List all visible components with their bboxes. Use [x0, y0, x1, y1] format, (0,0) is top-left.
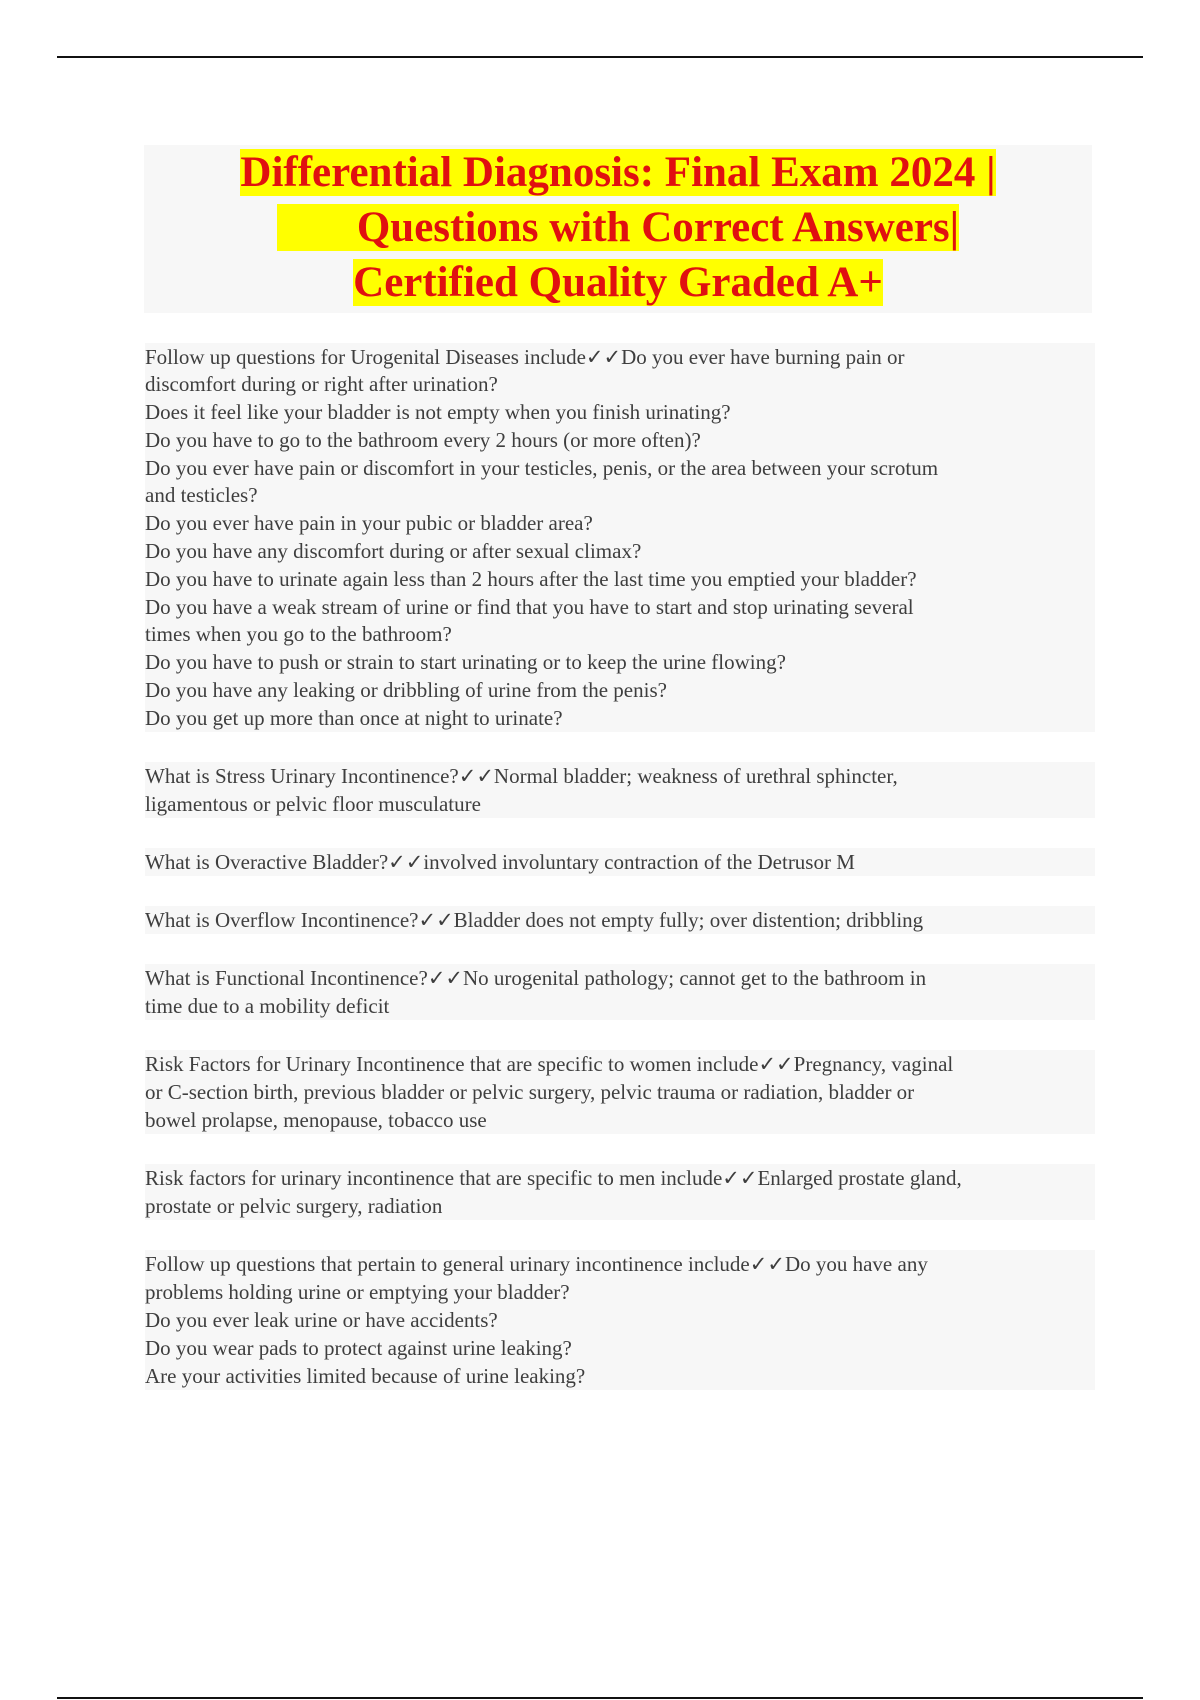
qa-line: Follow up questions for Urogenital Diseases include✓✓Do you ever have burning pain or	[145, 345, 905, 369]
top-rule	[57, 56, 1143, 58]
qa-line: or C-section birth, previous bladder or pelvic surgery, pelvic trauma or radiation, bladder or	[145, 1080, 915, 1104]
qa-line: Does it feel like your bladder is not empty when you finish urinating?	[145, 400, 731, 424]
qa-line: Do you wear pads to protect against urine leaking?	[145, 1336, 572, 1360]
qa-line: Risk Factors for Urinary Incontinence that are specific to women include✓✓Pregnancy, vaginal	[145, 1052, 954, 1076]
qa-line: Do you ever have pain in your pubic or bladder area?	[145, 511, 593, 535]
qa-line: Do you get up more than once at night to urinate?	[145, 706, 563, 730]
qa-line: and testicles?	[145, 483, 258, 507]
qa-line: Do you have any leaking or dribbling of urine from the penis?	[145, 678, 667, 702]
qa-block-risk-men	[145, 1164, 1095, 1220]
qa-line: Do you ever leak urine or have accidents?	[145, 1308, 498, 1332]
qa-line: problems holding urine or emptying your bladder?	[145, 1280, 570, 1304]
bottom-rule	[57, 1697, 1143, 1699]
qa-block-functional-incontinence	[145, 964, 1095, 1020]
qa-line: What is Stress Urinary Incontinence?✓✓Normal bladder; weakness of urethral sphincter,	[145, 764, 898, 788]
qa-line: times when you go to the bathroom?	[145, 622, 452, 646]
qa-line: Do you have to go to the bathroom every 2 hours (or more often)?	[145, 428, 701, 452]
qa-line: Do you have a weak stream of urine or find that you have to start and stop urinating several	[145, 595, 914, 619]
qa-content	[145, 343, 1095, 1390]
qa-block-stress-incontinence	[145, 762, 1095, 818]
qa-block-overflow-incontinence	[145, 906, 1095, 934]
qa-line: Do you have to push or strain to start urinating or to keep the urine flowing?	[145, 650, 786, 674]
qa-block-general-incontinence-followup	[145, 1250, 1095, 1390]
title-line-2: Questions with Correct Answers|	[277, 200, 959, 255]
qa-line: Do you ever have pain or discomfort in your testicles, penis, or the area between your scrotum	[145, 456, 939, 480]
qa-line: What is Overflow Incontinence?✓✓Bladder does not empty fully; over distention; dribbling	[145, 908, 924, 932]
qa-block-urogenital-followup	[145, 343, 1095, 732]
qa-block-risk-women	[145, 1050, 1095, 1134]
title-line-3: Certified Quality Graded A+	[353, 259, 883, 306]
document-title	[144, 145, 1092, 313]
qa-line: bowel prolapse, menopause, tobacco use	[145, 1108, 487, 1132]
qa-block-overactive-bladder	[145, 848, 1095, 876]
qa-line: Risk factors for urinary incontinence that are specific to men include✓✓Enlarged prostate gland,	[145, 1166, 962, 1190]
qa-line: Do you have any discomfort during or after sexual climax?	[145, 539, 642, 563]
title-line-1: Differential Diagnosis: Final Exam 2024 |	[240, 149, 996, 196]
qa-line: discomfort during or right after urination?	[145, 372, 498, 396]
qa-line: What is Overactive Bladder?✓✓involved involuntary contraction of the Detrusor M	[145, 850, 855, 874]
qa-line: What is Functional Incontinence?✓✓No urogenital pathology; cannot get to the bathroom in	[145, 966, 927, 990]
qa-line: Are your activities limited because of urine leaking?	[145, 1364, 586, 1388]
qa-line: Do you have to urinate again less than 2 hours after the last time you emptied your bladder?	[145, 567, 917, 591]
qa-line: Follow up questions that pertain to general urinary incontinence include✓✓Do you have any	[145, 1252, 928, 1276]
qa-line: prostate or pelvic surgery, radiation	[145, 1194, 443, 1218]
qa-line: time due to a mobility deficit	[145, 994, 390, 1018]
qa-line: ligamentous or pelvic floor musculature	[145, 792, 481, 816]
